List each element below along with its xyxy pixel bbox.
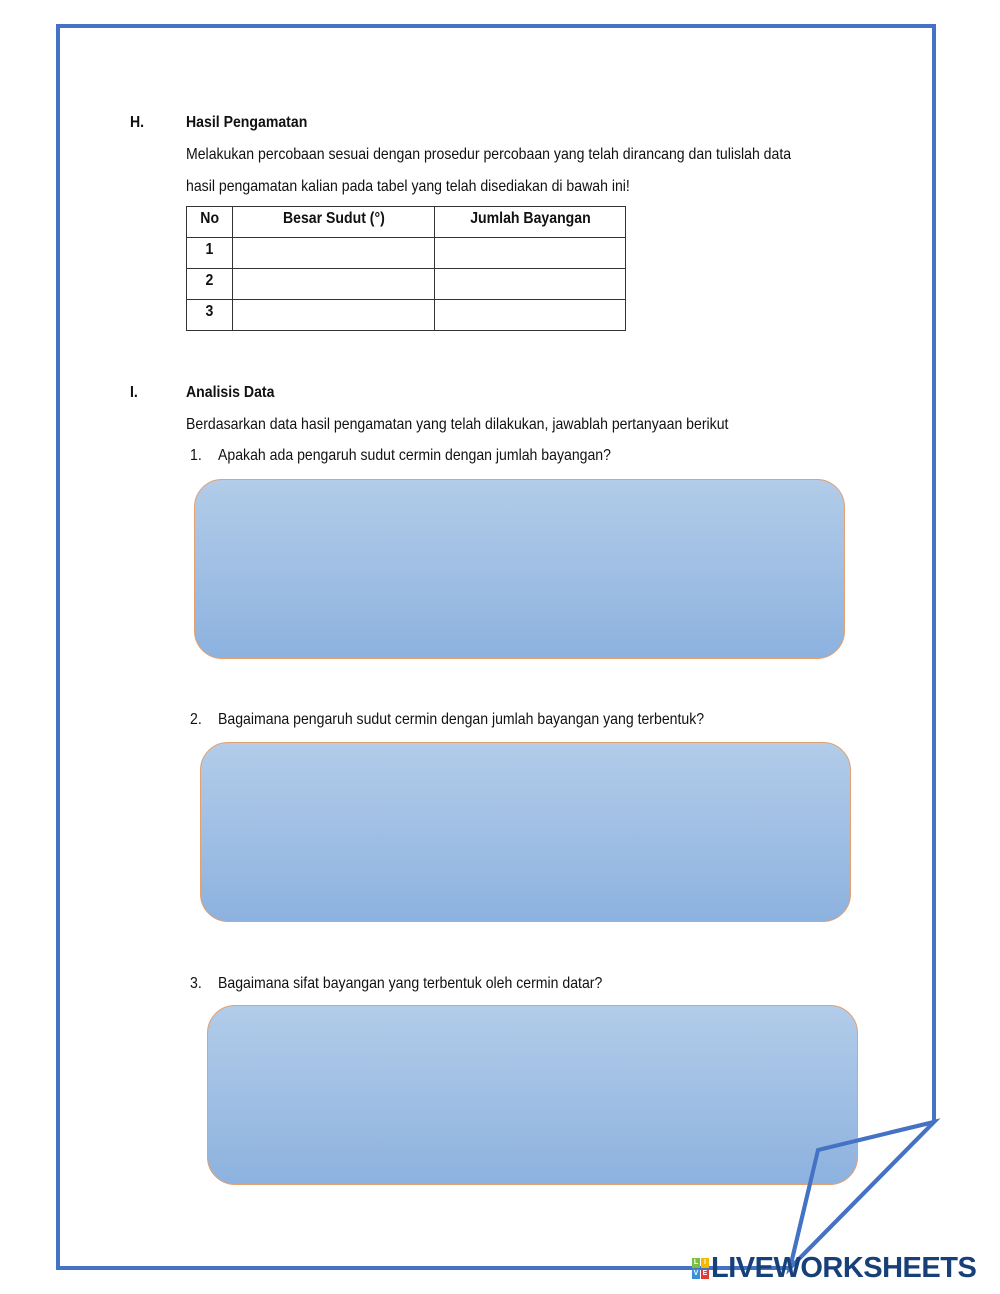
section-h-title: Hasil Pengamatan xyxy=(186,114,308,131)
logo-text: LIVEWORKSHEETS xyxy=(711,1252,977,1284)
sudut-cell[interactable] xyxy=(233,269,435,300)
liveworksheets-logo xyxy=(692,1252,976,1285)
answer-box-2[interactable] xyxy=(200,742,851,922)
table-row xyxy=(187,238,626,269)
row-no: 3 xyxy=(205,303,214,320)
section-i-letter: I. xyxy=(130,384,138,401)
table-row xyxy=(187,269,626,300)
section-i-title: Analisis Data xyxy=(186,384,275,401)
table-header-row xyxy=(187,207,626,238)
header-besar-sudut: Besar Sudut (°) xyxy=(282,210,385,227)
question-3-text: Bagaimana sifat bayangan yang terbentuk oleh cermin datar? xyxy=(218,975,603,992)
logo-tile: V xyxy=(693,1270,699,1277)
logo-tiles-icon xyxy=(692,1258,709,1279)
question-1-text: Apakah ada pengaruh sudut cermin dengan jumlah bayangan? xyxy=(218,447,611,464)
answer-box-1[interactable] xyxy=(194,479,845,659)
answer-box-3[interactable] xyxy=(207,1005,858,1185)
row-no: 2 xyxy=(205,272,214,289)
question-2-text: Bagaimana pengaruh sudut cermin dengan jumlah bayangan yang terbentuk? xyxy=(218,711,705,728)
table-row xyxy=(187,300,626,331)
sudut-cell[interactable] xyxy=(233,300,435,331)
section-i-intro: Berdasarkan data hasil pengamatan yang telah dilakukan, jawablah pertanyaan berikut xyxy=(186,416,729,433)
question-1-number: 1. xyxy=(190,447,202,464)
section-h-instruction-1: Melakukan percobaan sesuai dengan prosedur percobaan yang telah dirancang dan tulislah data xyxy=(186,146,792,163)
question-3-number: 3. xyxy=(190,975,202,992)
question-2-number: 2. xyxy=(190,711,202,728)
header-jumlah-bayangan: Jumlah Bayangan xyxy=(469,210,591,227)
sudut-cell[interactable] xyxy=(233,238,435,269)
section-h-letter: H. xyxy=(130,114,145,131)
row-no: 1 xyxy=(205,241,214,258)
logo-tile: E xyxy=(702,1270,708,1277)
jumlah-cell[interactable] xyxy=(435,238,626,269)
section-h-instruction-2: hasil pengamatan kalian pada tabel yang telah disediakan di bawah ini! xyxy=(186,178,630,195)
logo-tile: I xyxy=(701,1258,709,1268)
logo-tile: L xyxy=(693,1259,699,1266)
header-no: No xyxy=(200,210,219,227)
jumlah-cell[interactable] xyxy=(435,269,626,300)
jumlah-cell[interactable] xyxy=(435,300,626,331)
observation-table xyxy=(186,206,626,331)
